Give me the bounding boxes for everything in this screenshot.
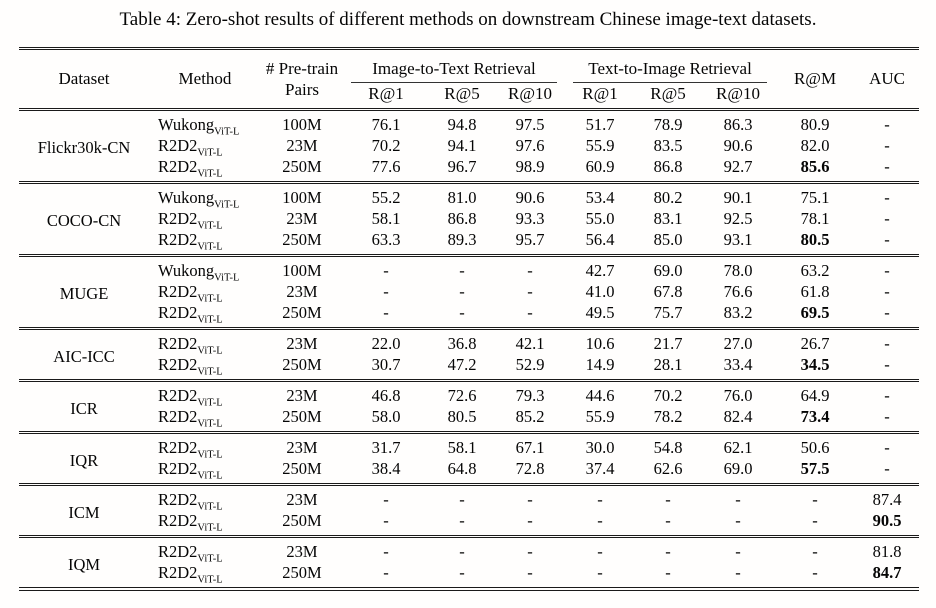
t2i-r1-cell: 42.7 xyxy=(565,256,635,282)
dataset-cell: COCO-CN xyxy=(19,183,149,256)
t2i-group-label: Text-to-Image Retrieval xyxy=(573,57,767,83)
i2t-r10-cell: - xyxy=(527,282,533,301)
dataset-cell: IQM xyxy=(19,537,149,590)
i2t-r5-cell: 47.2 xyxy=(447,355,477,374)
t2i-r10-cell: - xyxy=(735,563,741,582)
pretrain-pairs-cell: 250M xyxy=(282,511,322,530)
i2t-r5-cell: 94.8 xyxy=(447,115,477,134)
ram-cell: 80.9 xyxy=(800,115,830,134)
i2t-r1-cell: - xyxy=(383,282,389,301)
ram-cell: - xyxy=(812,511,818,530)
t2i-r10-cell: 92.5 xyxy=(723,209,753,228)
i2t-r10-cell: 72.8 xyxy=(515,459,545,478)
t2i-r5-cell: 70.2 xyxy=(635,381,701,407)
i2t-r5-cell: 64.8 xyxy=(447,459,477,478)
i2t-r1-cell: 22.0 xyxy=(343,329,429,355)
ram-cell: 78.1 xyxy=(800,209,830,228)
method-cell: Wukong$_{ViT-L}$ xyxy=(149,183,261,209)
table-row xyxy=(19,537,919,563)
t2i-r1-cell: 60.9 xyxy=(585,157,615,176)
col-header-i2t-r5: R@5 xyxy=(444,83,480,103)
t2i-r10-cell: 92.7 xyxy=(723,157,753,176)
i2t-r5-cell: 72.6 xyxy=(429,381,495,407)
t2i-r10-cell: - xyxy=(735,511,741,530)
method-cell: $R2D2_{ViT-L}$ xyxy=(149,485,261,511)
i2t-r10-cell: 67.1 xyxy=(495,433,565,459)
t2i-r5-cell: 75.7 xyxy=(653,303,683,322)
t2i-r10-cell: 69.0 xyxy=(723,459,753,478)
method-subscript: ViT-L xyxy=(197,293,223,305)
auc-cell: - xyxy=(884,136,890,155)
method-subscript: ViT-L xyxy=(197,366,223,378)
dataset-cell: IQR xyxy=(19,433,149,485)
t2i-r10-cell: 82.4 xyxy=(723,407,753,426)
pretrain-line1: # Pre-train xyxy=(265,59,339,78)
t2i-r1-cell: 51.7 xyxy=(585,115,615,134)
i2t-r5-cell: 94.1 xyxy=(447,136,477,155)
t2i-r1-cell: 53.4 xyxy=(565,183,635,209)
i2t-r5-cell: 80.5 xyxy=(447,407,477,426)
table-row xyxy=(19,458,919,485)
pretrain-pairs-cell: 250M xyxy=(282,230,322,249)
method-cell: Wukong$_{ViT-L}$ xyxy=(149,256,261,282)
col-header-method: Method xyxy=(178,69,232,88)
i2t-r5-cell: - xyxy=(459,282,465,301)
method-subscript: ViT-L xyxy=(197,345,223,357)
auc-cell: - xyxy=(884,209,890,228)
ram-cell: - xyxy=(775,537,855,563)
i2t-r5-cell: 89.3 xyxy=(447,230,477,249)
method-subscript: ViT-L xyxy=(197,147,223,159)
ram-cell: 80.5 xyxy=(800,230,830,249)
pretrain-pairs-cell: 250M xyxy=(282,303,322,322)
ram-cell: 73.4 xyxy=(800,407,830,426)
t2i-r5-cell: 54.8 xyxy=(635,433,701,459)
ram-cell: 69.5 xyxy=(800,303,830,322)
i2t-r1-cell: - xyxy=(343,485,429,511)
t2i-r10-cell: 93.1 xyxy=(723,230,753,249)
i2t-r1-cell: 38.4 xyxy=(371,459,401,478)
ram-cell: 63.2 xyxy=(775,256,855,282)
t2i-r5-cell: 78.2 xyxy=(653,407,683,426)
method-cell: $R2D2_{ViT-L}$ xyxy=(158,563,223,586)
pretrain-pairs-cell: 100M xyxy=(261,256,343,282)
ram-cell: 57.5 xyxy=(800,459,830,478)
t2i-r1-cell: - xyxy=(597,511,603,530)
i2t-r1-cell: 77.6 xyxy=(371,157,401,176)
i2t-r1-cell: - xyxy=(383,563,389,582)
ram-cell: - xyxy=(775,485,855,511)
t2i-r1-cell: 56.4 xyxy=(585,230,615,249)
i2t-r1-cell: 63.3 xyxy=(371,230,401,249)
pretrain-pairs-cell: 23M xyxy=(261,329,343,355)
t2i-r1-cell: - xyxy=(597,563,603,582)
method-subscript: ViT-L xyxy=(214,272,240,284)
method-cell: $R2D2_{ViT-L}$ xyxy=(158,230,223,253)
pretrain-pairs-cell: 250M xyxy=(282,355,322,374)
t2i-r1-cell: 14.9 xyxy=(585,355,615,374)
method-cell: $R2D2_{ViT-L}$ xyxy=(158,407,223,430)
auc-cell: - xyxy=(884,115,890,134)
pretrain-pairs-cell: 100M xyxy=(282,115,322,134)
pretrain-pairs-cell: 23M xyxy=(261,381,343,407)
i2t-r10-cell: 79.3 xyxy=(495,381,565,407)
col-header-t2i-r1: R@1 xyxy=(582,83,618,103)
method-cell: $R2D2_{ViT-L}$ xyxy=(149,537,261,563)
t2i-r10-cell: 90.6 xyxy=(723,136,753,155)
auc-cell: 90.5 xyxy=(872,511,902,530)
i2t-r10-cell: - xyxy=(495,485,565,511)
auc-cell: - xyxy=(884,230,890,249)
method-subscript: ViT-L xyxy=(197,418,223,430)
i2t-r10-cell: - xyxy=(495,537,565,563)
i2t-r1-cell: 55.2 xyxy=(343,183,429,209)
col-header-pretrain-pairs xyxy=(261,49,343,110)
method-subscript: ViT-L xyxy=(197,314,223,326)
i2t-r5-cell: 81.0 xyxy=(429,183,495,209)
ram-cell: 85.6 xyxy=(800,157,830,176)
col-header-ram: R@M xyxy=(793,69,837,88)
i2t-r10-cell: 95.7 xyxy=(515,230,545,249)
pretrain-pairs-cell: 23M xyxy=(261,433,343,459)
t2i-r1-cell: - xyxy=(565,485,635,511)
auc-cell: 87.4 xyxy=(855,485,919,511)
method-subscript: ViT-L xyxy=(197,220,223,232)
i2t-r1-cell: 30.7 xyxy=(371,355,401,374)
t2i-r5-cell: - xyxy=(635,485,701,511)
method-cell: Wukong$_{ViT-L}$ xyxy=(158,115,240,138)
table-row xyxy=(19,110,919,136)
table-row xyxy=(19,208,919,229)
auc-cell: - xyxy=(855,256,919,282)
t2i-r1-cell: 49.5 xyxy=(585,303,615,322)
i2t-r1-cell: - xyxy=(383,303,389,322)
t2i-r10-cell: 76.0 xyxy=(701,381,775,407)
ram-cell: - xyxy=(812,563,818,582)
table-row xyxy=(19,302,919,329)
t2i-r10-cell: - xyxy=(701,537,775,563)
table-row xyxy=(19,562,919,589)
method-subscript: ViT-L xyxy=(197,522,223,534)
i2t-r10-cell: 97.5 xyxy=(515,115,545,134)
t2i-r1-cell: 41.0 xyxy=(585,282,615,301)
t2i-r1-cell: 55.9 xyxy=(585,407,615,426)
i2t-r10-cell: 97.6 xyxy=(515,136,545,155)
method-cell: $R2D2_{ViT-L}$ xyxy=(158,511,223,534)
method-cell: $R2D2_{ViT-L}$ xyxy=(158,157,223,180)
i2t-r1-cell: 46.8 xyxy=(343,381,429,407)
t2i-r5-cell: 83.1 xyxy=(653,209,683,228)
i2t-r1-cell: 58.0 xyxy=(371,407,401,426)
dataset-cell: ICR xyxy=(19,381,149,433)
i2t-r1-cell: 70.2 xyxy=(371,136,401,155)
method-subscript: ViT-L xyxy=(214,126,240,138)
t2i-r5-cell: 86.8 xyxy=(653,157,683,176)
auc-cell: 81.8 xyxy=(855,537,919,563)
auc-cell: - xyxy=(884,459,890,478)
i2t-r1-cell: - xyxy=(343,537,429,563)
t2i-r5-cell: 28.1 xyxy=(653,355,683,374)
i2t-r1-cell: - xyxy=(343,256,429,282)
table-row xyxy=(19,229,919,256)
i2t-r5-cell: - xyxy=(429,485,495,511)
method-cell: $R2D2_{ViT-L}$ xyxy=(158,459,223,482)
method-subscript: ViT-L xyxy=(197,168,223,180)
i2t-r1-cell: 58.1 xyxy=(371,209,401,228)
auc-cell: - xyxy=(884,282,890,301)
t2i-r1-cell: 55.9 xyxy=(585,136,615,155)
i2t-r1-cell: - xyxy=(383,511,389,530)
i2t-r5-cell: 96.7 xyxy=(447,157,477,176)
table-row xyxy=(19,183,919,209)
pretrain-pairs-cell: 23M xyxy=(261,485,343,511)
i2t-r10-cell: - xyxy=(527,563,533,582)
auc-cell: - xyxy=(855,433,919,459)
i2t-r10-cell: 85.2 xyxy=(515,407,545,426)
t2i-r5-cell: 69.0 xyxy=(635,256,701,282)
method-subscript: ViT-L xyxy=(197,241,223,253)
table-row xyxy=(19,354,919,381)
ram-cell: 61.8 xyxy=(800,282,830,301)
table-row xyxy=(19,510,919,537)
t2i-r5-cell: - xyxy=(665,563,671,582)
table-row xyxy=(19,135,919,156)
table-row xyxy=(19,433,919,459)
dataset-cell: MUGE xyxy=(19,256,149,329)
t2i-r1-cell: 30.0 xyxy=(565,433,635,459)
pretrain-pairs-cell: 23M xyxy=(286,282,318,301)
i2t-r5-cell: 36.8 xyxy=(429,329,495,355)
method-cell: $R2D2_{ViT-L}$ xyxy=(149,433,261,459)
pretrain-pairs-cell: 250M xyxy=(282,407,322,426)
i2t-r5-cell: - xyxy=(459,303,465,322)
t2i-r10-cell: 33.4 xyxy=(723,355,753,374)
i2t-r5-cell: - xyxy=(429,256,495,282)
pretrain-pairs-cell: 250M xyxy=(282,459,322,478)
i2t-r10-cell: - xyxy=(527,303,533,322)
dataset-cell: AIC-ICC xyxy=(19,329,149,381)
table-header xyxy=(19,49,919,110)
t2i-r5-cell: 67.8 xyxy=(653,282,683,301)
pretrain-pairs-cell: 23M xyxy=(286,136,318,155)
t2i-r10-cell: 86.3 xyxy=(723,115,753,134)
t2i-r5-cell: 83.5 xyxy=(653,136,683,155)
t2i-r1-cell: - xyxy=(565,537,635,563)
i2t-r1-cell: 76.1 xyxy=(371,115,401,134)
ram-cell: 75.1 xyxy=(775,183,855,209)
t2i-r10-cell: 83.2 xyxy=(723,303,753,322)
col-header-auc: AUC xyxy=(869,69,905,88)
method-subscript: ViT-L xyxy=(197,574,223,586)
t2i-r10-cell: 90.1 xyxy=(701,183,775,209)
t2i-r1-cell: 10.6 xyxy=(565,329,635,355)
i2t-r10-cell: - xyxy=(527,511,533,530)
i2t-r5-cell: 86.8 xyxy=(447,209,477,228)
col-header-i2t-r10: R@10 xyxy=(508,83,552,103)
ram-cell: 82.0 xyxy=(800,136,830,155)
table-body xyxy=(19,110,919,590)
i2t-r10-cell: 42.1 xyxy=(495,329,565,355)
method-subscript: ViT-L xyxy=(197,501,223,513)
i2t-r1-cell: 31.7 xyxy=(343,433,429,459)
pretrain-pairs-cell: 23M xyxy=(286,209,318,228)
pretrain-line2: Pairs xyxy=(285,80,319,99)
ram-cell: 64.9 xyxy=(775,381,855,407)
t2i-r5-cell: 62.6 xyxy=(653,459,683,478)
method-subscript: ViT-L xyxy=(197,449,223,461)
table-row xyxy=(19,485,919,511)
auc-cell: - xyxy=(884,355,890,374)
table-row xyxy=(19,156,919,183)
method-cell: $R2D2_{ViT-L}$ xyxy=(158,303,223,326)
t2i-r1-cell: 55.0 xyxy=(585,209,615,228)
dataset-cell: Flickr30k-CN xyxy=(37,138,131,157)
t2i-r5-cell: 21.7 xyxy=(635,329,701,355)
t2i-r10-cell: 27.0 xyxy=(701,329,775,355)
table-row xyxy=(19,381,919,407)
pretrain-pairs-cell: 250M xyxy=(282,563,322,582)
t2i-r10-cell: - xyxy=(701,485,775,511)
ram-cell: 34.5 xyxy=(800,355,830,374)
auc-cell: - xyxy=(855,329,919,355)
auc-cell: 84.7 xyxy=(872,563,902,582)
ram-cell: 26.7 xyxy=(775,329,855,355)
method-cell: $R2D2_{ViT-L}$ xyxy=(158,282,223,305)
method-cell: $R2D2_{ViT-L}$ xyxy=(158,355,223,378)
t2i-r1-cell: 37.4 xyxy=(585,459,615,478)
table-row xyxy=(19,281,919,302)
t2i-r10-cell: 62.1 xyxy=(701,433,775,459)
t2i-r5-cell: 80.2 xyxy=(635,183,701,209)
t2i-r10-cell: 76.6 xyxy=(723,282,753,301)
t2i-r5-cell: - xyxy=(665,511,671,530)
pretrain-pairs-cell: 23M xyxy=(261,537,343,563)
table-row xyxy=(19,329,919,355)
method-cell: $R2D2_{ViT-L}$ xyxy=(149,329,261,355)
i2t-r5-cell: - xyxy=(459,563,465,582)
t2i-r10-cell: 78.0 xyxy=(701,256,775,282)
col-group-image-to-text xyxy=(343,49,565,83)
i2t-r10-cell: 98.9 xyxy=(515,157,545,176)
auc-cell: - xyxy=(884,303,890,322)
col-header-t2i-r5: R@5 xyxy=(650,83,686,103)
auc-cell: - xyxy=(855,381,919,407)
i2t-r10-cell: 90.6 xyxy=(495,183,565,209)
auc-cell: - xyxy=(884,157,890,176)
t2i-r5-cell: 85.0 xyxy=(653,230,683,249)
pretrain-pairs-cell: 250M xyxy=(282,157,322,176)
method-cell: $R2D2_{ViT-L}$ xyxy=(149,381,261,407)
method-subscript: ViT-L xyxy=(197,397,223,409)
auc-cell: - xyxy=(855,183,919,209)
auc-cell: - xyxy=(884,407,890,426)
results-table xyxy=(19,47,919,591)
pretrain-pairs-cell: 100M xyxy=(261,183,343,209)
table-caption: Table 4: Zero-shot results of different methods on downstream Chinese image-text datasets. xyxy=(119,9,817,30)
i2t-r10-cell: - xyxy=(495,256,565,282)
method-subscript: ViT-L xyxy=(214,199,240,211)
col-header-i2t-r1: R@1 xyxy=(368,83,404,103)
method-subscript: ViT-L xyxy=(197,553,223,565)
t2i-r1-cell: 44.6 xyxy=(565,381,635,407)
t2i-r5-cell: 78.9 xyxy=(653,115,683,134)
i2t-r5-cell: 58.1 xyxy=(429,433,495,459)
ram-cell: 50.6 xyxy=(775,433,855,459)
col-header-dataset: Dataset xyxy=(58,69,110,88)
t2i-r5-cell: - xyxy=(635,537,701,563)
i2t-r10-cell: 52.9 xyxy=(515,355,545,374)
method-cell: $R2D2_{ViT-L}$ xyxy=(158,209,223,232)
i2t-r5-cell: - xyxy=(429,537,495,563)
col-header-t2i-r10: R@10 xyxy=(716,83,761,103)
dataset-cell: ICM xyxy=(19,485,149,537)
col-group-text-to-image xyxy=(565,49,775,83)
i2t-r10-cell: 93.3 xyxy=(515,209,545,228)
table-row xyxy=(19,406,919,433)
table-row xyxy=(19,256,919,282)
i2t-group-label: Image-to-Text Retrieval xyxy=(351,57,557,83)
i2t-r5-cell: - xyxy=(459,511,465,530)
method-cell: $R2D2_{ViT-L}$ xyxy=(158,136,223,159)
method-subscript: ViT-L xyxy=(197,470,223,482)
